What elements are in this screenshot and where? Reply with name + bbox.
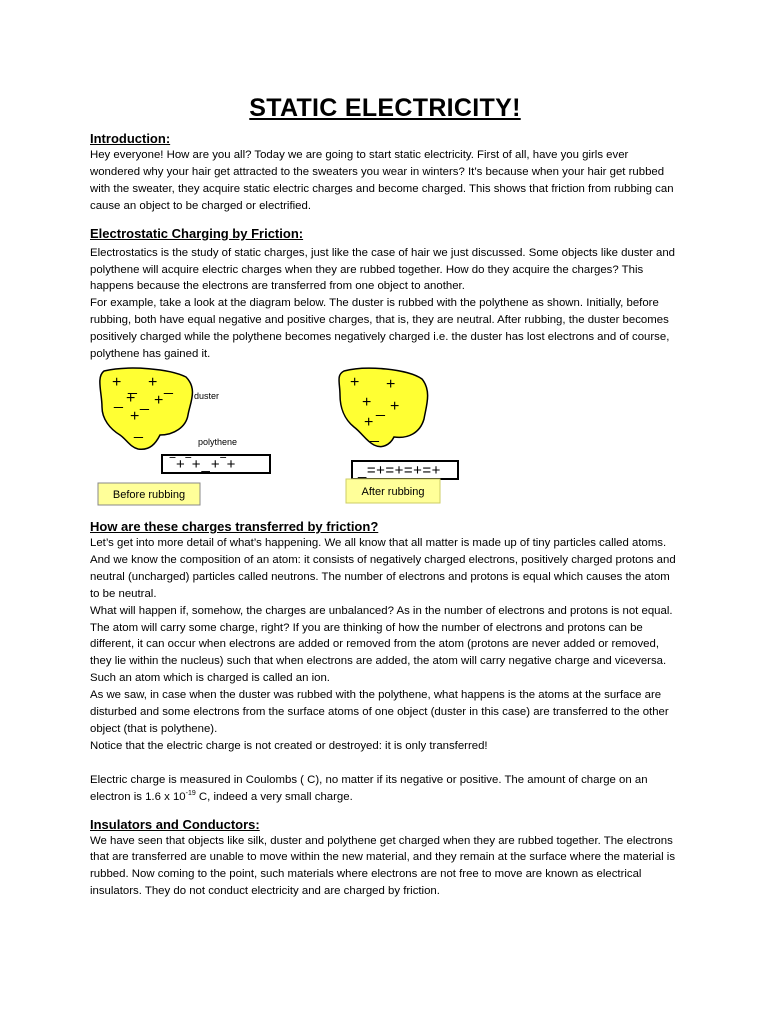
text-run: C, indeed a very small charge. — [195, 790, 353, 803]
section-heading: Introduction: — [90, 131, 171, 146]
section-heading: Insulators and Conductors: — [90, 816, 260, 832]
svg-text:+: + — [386, 375, 396, 393]
paragraph: We have seen that objects like silk, duster and polythene get charged when they are rubbed together. The electrons that are transferred are unable to move within the new material, and they remain at the surface where the material is rubbed. Now coming to the point, such materials where electrons are not free to move are known as electrical insulators. They do not conduct electricity and are charged by friction. — [90, 834, 676, 898]
svg-text:+: + — [362, 393, 372, 411]
svg-text:_: _ — [114, 391, 123, 409]
section-heading: Electrostatic Charging by Friction: — [90, 225, 304, 241]
svg-text:_: _ — [376, 399, 385, 417]
text-run: Electric charge is measured in Coulombs ( C), no matter if its negative or positive. The amount of charge on an electron is 1.6 x 10 — [90, 773, 648, 803]
paragraph-charge-unit — [90, 772, 680, 806]
paragraph: Hey everyone! How are you all? Today we are going to start static electricity. First of all, have you girls ever wondered why your hair get attracted to the sweaters you wear in winters? It’s because when your hair get rubbed with the sweater, they acquire static electric charges and become charged. This shows that friction from rubbing can cause an object to be charged or electrified. — [90, 149, 674, 212]
svg-text:_: _ — [128, 377, 137, 395]
document-body — [90, 90, 680, 900]
svg-text:+: + — [364, 413, 374, 431]
svg-text:+: + — [154, 391, 164, 409]
svg-text:_: _ — [164, 377, 173, 395]
before-caption: Before rubbing — [112, 488, 186, 501]
paragraph: As we saw, in case when the duster was rubbed with the polythene, what happens is the atoms at the surface are disturbed and some electrons from the surface atoms of one object (duster in this case) are transferred to the other object (that is polythene). — [90, 689, 669, 735]
polythene-label: polythene — [198, 436, 238, 447]
svg-text:+: + — [148, 373, 158, 391]
section-heading: How are these charges transferred by friction? — [90, 518, 379, 534]
after-caption: After rubbing — [361, 485, 425, 498]
section-introduction — [90, 131, 680, 215]
paragraph: For example, take a look at the diagram below. The duster is rubbed with the polythene as shown. Initially, before rubbing, both have equal negative and positive charges, that is, they are neutral. After rubbing, the duster becomes positively charged while the polythene becomes negatively charged i.e. the duster has lost electrons and of course, polythene has gained it. — [90, 297, 670, 361]
friction-diagram — [90, 363, 680, 513]
paragraph: Let’s get into more detail of what’s happening. We all know that all matter is made up of tiny particles called atoms. And we know the composition of an atom: it consists of negatively charged electrons, positively charged protons and neutral (uncharged) particles called neutrons. The number of electrons and protons is equal which causes the atom to be neutral. — [90, 536, 676, 600]
paragraph: Notice that the electric charge is not created or destroyed: it is only transferred! — [90, 739, 488, 752]
section-friction — [90, 226, 680, 363]
polythene-before-charges: ‾+‾+_+‾+ — [170, 455, 237, 473]
polythene-after-charges: _=+=+=+=+ — [358, 461, 441, 479]
friction-diagram-figure — [90, 363, 680, 513]
exponent: -19 — [185, 789, 196, 797]
svg-text:_: _ — [134, 421, 143, 439]
svg-text:+: + — [350, 373, 360, 391]
paragraph: Electrostatics is the study of static charges, just like the case of hair we just discussed. Some objects like duster and polythene will acquire electric charges when they are rubbed together. How do they acquire the charges? This happens because the electrons are transferred from one object to another. — [90, 246, 675, 293]
svg-text:_: _ — [140, 393, 149, 411]
svg-text:+: + — [130, 407, 140, 425]
section-transfer — [90, 519, 680, 806]
svg-text:_: _ — [370, 425, 379, 443]
duster-label: duster — [194, 390, 220, 401]
svg-text:+: + — [112, 373, 122, 391]
svg-text:+: + — [126, 389, 136, 407]
svg-text:+: + — [390, 397, 400, 415]
section-insulators — [90, 817, 680, 901]
paragraph: What will happen if, somehow, the charges are unbalanced? As in the number of electrons and protons is not equal. The atom will carry some charge, right? If you are thinking of how the number of electrons and protons can be different, it can occur when electrons are added or removed from the atom (protons are never added or removed, they lie within the nucleus) such that when electrons are added, the atom will carry negative charge and viceversa. Such an atom which is charged is called an ion. — [90, 604, 673, 685]
page-title: STATIC ELECTRICITY! — [249, 94, 521, 122]
